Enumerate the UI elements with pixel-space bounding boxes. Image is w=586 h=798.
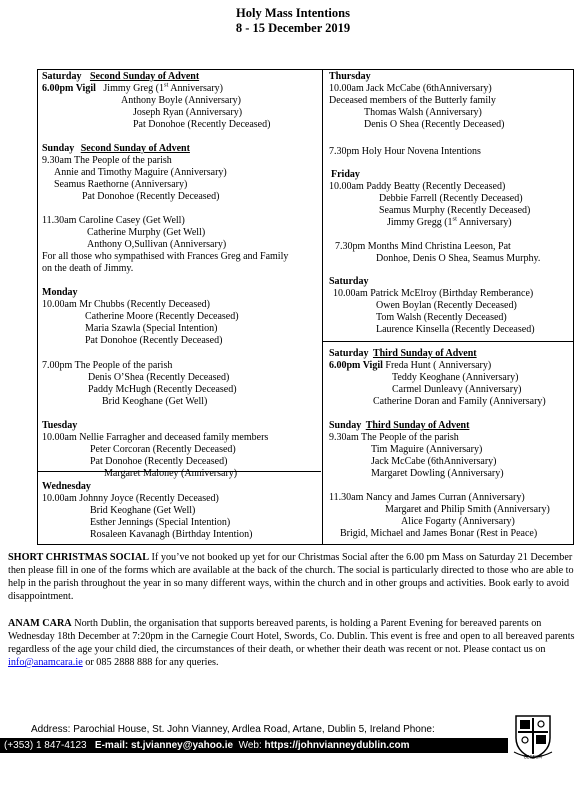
right-third-saturday: Saturday Third Sunday of Advent bbox=[329, 348, 477, 359]
left-monday-7: 7.00pm The People of the parish bbox=[42, 360, 173, 371]
right-sunday-1130-3: Alice Fogarty (Anniversary) bbox=[401, 516, 515, 527]
left-sunday-1130-2: Catherine Murphy (Get Well) bbox=[87, 227, 206, 238]
right-thursday: Thursday bbox=[329, 71, 371, 82]
left-monday-10-2: Catherine Moore (Recently Deceased) bbox=[85, 311, 239, 322]
footer-email[interactable]: E-mail: st.jvianney@yahoo.ie bbox=[94, 740, 234, 751]
left-tuesday-10-4: Margaret Maloney (Anniversary) bbox=[104, 468, 238, 479]
left-wednesday-10-3: Esther Jennings (Special Intention) bbox=[90, 517, 231, 528]
right-thursday-730: 7.30pm Holy Hour Novena Intentions bbox=[329, 146, 481, 157]
right-saturday-10-4: Laurence Kinsella (Recently Deceased) bbox=[376, 324, 535, 335]
anam-cara-tail: or 085 2888 888 for any queries. bbox=[82, 657, 219, 668]
right-friday-10-4: Jimmy Gregg (1st Anniversary) bbox=[387, 215, 512, 228]
left-tuesday: Tuesday bbox=[42, 420, 78, 431]
left-monday-10-3: Maria Szawla (Special Intention) bbox=[85, 323, 218, 334]
left-monday: Monday bbox=[42, 287, 78, 298]
left-sunday: Sunday Second Sunday of Advent bbox=[42, 143, 190, 154]
left-monday-7-3: Paddy McHugh (Recently Deceased) bbox=[88, 384, 237, 395]
right-sunday-930-3: Jack McCabe (6thAnniversary) bbox=[371, 456, 497, 467]
left-wednesday-10: 10.00am Johnny Joyce (Recently Deceased) bbox=[42, 493, 219, 504]
right-saturday-10-2: Owen Boylan (Recently Deceased) bbox=[376, 300, 517, 311]
left-monday-10-4: Pat Donohoe (Recently Deceased) bbox=[85, 335, 223, 346]
right-friday-730: 7.30pm Months Mind Christina Leeson, Pat bbox=[335, 241, 511, 252]
right-thursday-10: 10.00am Jack McCabe (6thAnniversary) bbox=[329, 83, 492, 94]
left-sunday-930-2: Annie and Timothy Maguire (Anniversary) bbox=[54, 167, 227, 178]
footer-phone: (+353) 1 847-4123 bbox=[4, 740, 87, 751]
right-friday-10: 10.00am Paddy Beatty (Recently Deceased) bbox=[329, 181, 506, 192]
left-monday-7-2: Denis O’Shea (Recently Deceased) bbox=[88, 372, 230, 383]
right-sunday-1130-4: Brigid, Michael and James Bonar (Rest in Peace) bbox=[340, 528, 538, 539]
right-sunday-1130: 11.30am Nancy and James Curran (Anniversary) bbox=[329, 492, 525, 503]
footer-contact-bar bbox=[0, 738, 508, 753]
mass-intentions-table bbox=[37, 69, 574, 545]
christmas-social-text: If you’ve not booked up yet for our Christmas Social after the 6.00 pm Mass on Saturday 21 December then please fill in one of the forms which are available at the back of the church. The social is particularly directed to those who are able to help in the parish throughout the year in so many different ways, within the church and in other groups and activities. Book early to avoid disappointment. bbox=[8, 552, 574, 602]
right-thursday-10-2: Deceased members of the Butterly family bbox=[329, 95, 496, 106]
anam-cara-email-link[interactable]: info@anamcara.ie bbox=[8, 657, 83, 668]
left-sympathy-2: on the death of Jimmy. bbox=[42, 263, 134, 274]
left-wednesday: Wednesday bbox=[42, 481, 91, 492]
left-sunday-930-3: Seamus Raethorne (Anniversary) bbox=[54, 179, 188, 190]
right-saturday: Saturday bbox=[329, 276, 369, 287]
right-third-sunday: Sunday Third Sunday of Advent bbox=[329, 420, 470, 431]
right-sunday-930: 9.30am The People of the parish bbox=[329, 432, 459, 443]
footer-web-link[interactable]: https://johnvianneydublin.com bbox=[264, 740, 410, 751]
left-sunday-1130: 11.30am Caroline Casey (Get Well) bbox=[42, 215, 185, 226]
left-vigil-line1: 6.00pm Vigil Jimmy Greg (1st Anniversary) bbox=[42, 81, 224, 94]
right-friday-10-2: Debbie Farrell (Recently Deceased) bbox=[379, 193, 523, 204]
column-divider bbox=[322, 70, 323, 544]
left-sunday-930-4: Pat Donohoe (Recently Deceased) bbox=[82, 191, 220, 202]
christmas-social-heading: SHORT CHRISTMAS SOCIAL bbox=[8, 552, 149, 563]
left-saturday: Saturday Second Sunday of Advent bbox=[42, 71, 200, 82]
left-monday-7-4: Brid Keoghane (Get Well) bbox=[102, 396, 208, 407]
page-title: Holy Mass Intentions bbox=[236, 6, 350, 20]
left-sunday-930: 9.30am The People of the parish bbox=[42, 155, 172, 166]
right-friday: Friday bbox=[331, 169, 360, 180]
right-friday-730-2: Donhoe, Denis O Shea, Seamus Murphy. bbox=[376, 253, 541, 264]
footer-address: Address: Parochial House, St. John Vianney, Ardlea Road, Artane, Dublin 5, Ireland Phone: bbox=[31, 724, 435, 735]
right-thursday-10-3: Thomas Walsh (Anniversary) bbox=[364, 107, 482, 118]
right-saturday-10: 10.00am Patrick McElroy (Birthday Remberance) bbox=[333, 288, 534, 299]
anam-cara-notice bbox=[8, 617, 578, 669]
page-dates: 8 - 15 December 2019 bbox=[235, 21, 351, 35]
crest-motto: BEGNUM bbox=[524, 754, 542, 760]
christmas-social-notice bbox=[8, 551, 578, 603]
left-wednesday-10-2: Brid Keoghane (Get Well) bbox=[90, 505, 196, 516]
right-friday-10-3: Seamus Murphy (Recently Deceased) bbox=[379, 205, 531, 216]
anam-cara-heading: ANAM CARA bbox=[8, 618, 72, 629]
left-wednesday-10-4: Rosaleen Kavanagh (Birthday Intention) bbox=[90, 529, 253, 540]
right-saturday-10-3: Tom Walsh (Recently Deceased) bbox=[376, 312, 507, 323]
right-sunday-1130-2: Margaret and Philip Smith (Anniversary) bbox=[385, 504, 550, 515]
left-sympathy-1: For all those who sympathised with Frances Greg and Family bbox=[42, 251, 289, 262]
right-sunday-930-2: Tim Maguire (Anniversary) bbox=[371, 444, 483, 455]
footer-web-label: Web: bbox=[238, 740, 265, 751]
left-vigil-line3: Joseph Ryan (Anniversary) bbox=[133, 107, 243, 118]
left-monday-10: 10.00am Mr Chubbs (Recently Deceased) bbox=[42, 299, 211, 310]
anam-cara-text: North Dublin, the organisation that supports bereaved parents, is holding a Parent Evening for bereaved parents on Wednesday 18th December at 7:20pm in the Carnegie Court Hotel, Swords, Co. Dublin. This event is free and open to all bereaved parents regardless of the age your child died, the circumstances of their death, or whether their death was recent or not. Please contact us on bbox=[8, 618, 575, 655]
right-sunday-930-4: Margaret Dowling (Anniversary) bbox=[371, 468, 504, 479]
right-vigil-line1: 6.00pm Vigil Freda Hunt ( Anniversary) bbox=[329, 360, 492, 371]
left-vigil-line4: Pat Donohoe (Recently Deceased) bbox=[133, 119, 271, 130]
row-divider-right bbox=[323, 341, 573, 342]
left-sunday-1130-3: Anthony O,Sullivan (Anniversary) bbox=[87, 239, 227, 250]
left-tuesday-10: 10.00am Nellie Farragher and deceased family members bbox=[42, 432, 269, 443]
right-vigil-line3: Carmel Dunleavy (Anniversary) bbox=[392, 384, 522, 395]
right-thursday-10-4: Denis O Shea (Recently Deceased) bbox=[364, 119, 505, 130]
right-vigil-line4: Catherine Doran and Family (Anniversary) bbox=[373, 396, 546, 407]
left-vigil-line2: Anthony Boyle (Anniversary) bbox=[121, 95, 241, 106]
left-tuesday-10-2: Peter Corcoran (Recently Deceased) bbox=[90, 444, 236, 455]
right-vigil-line2: Teddy Keoghane (Anniversary) bbox=[392, 372, 519, 383]
parish-crest-icon bbox=[512, 712, 554, 760]
left-tuesday-10-3: Pat Donohoe (Recently Deceased) bbox=[90, 456, 228, 467]
